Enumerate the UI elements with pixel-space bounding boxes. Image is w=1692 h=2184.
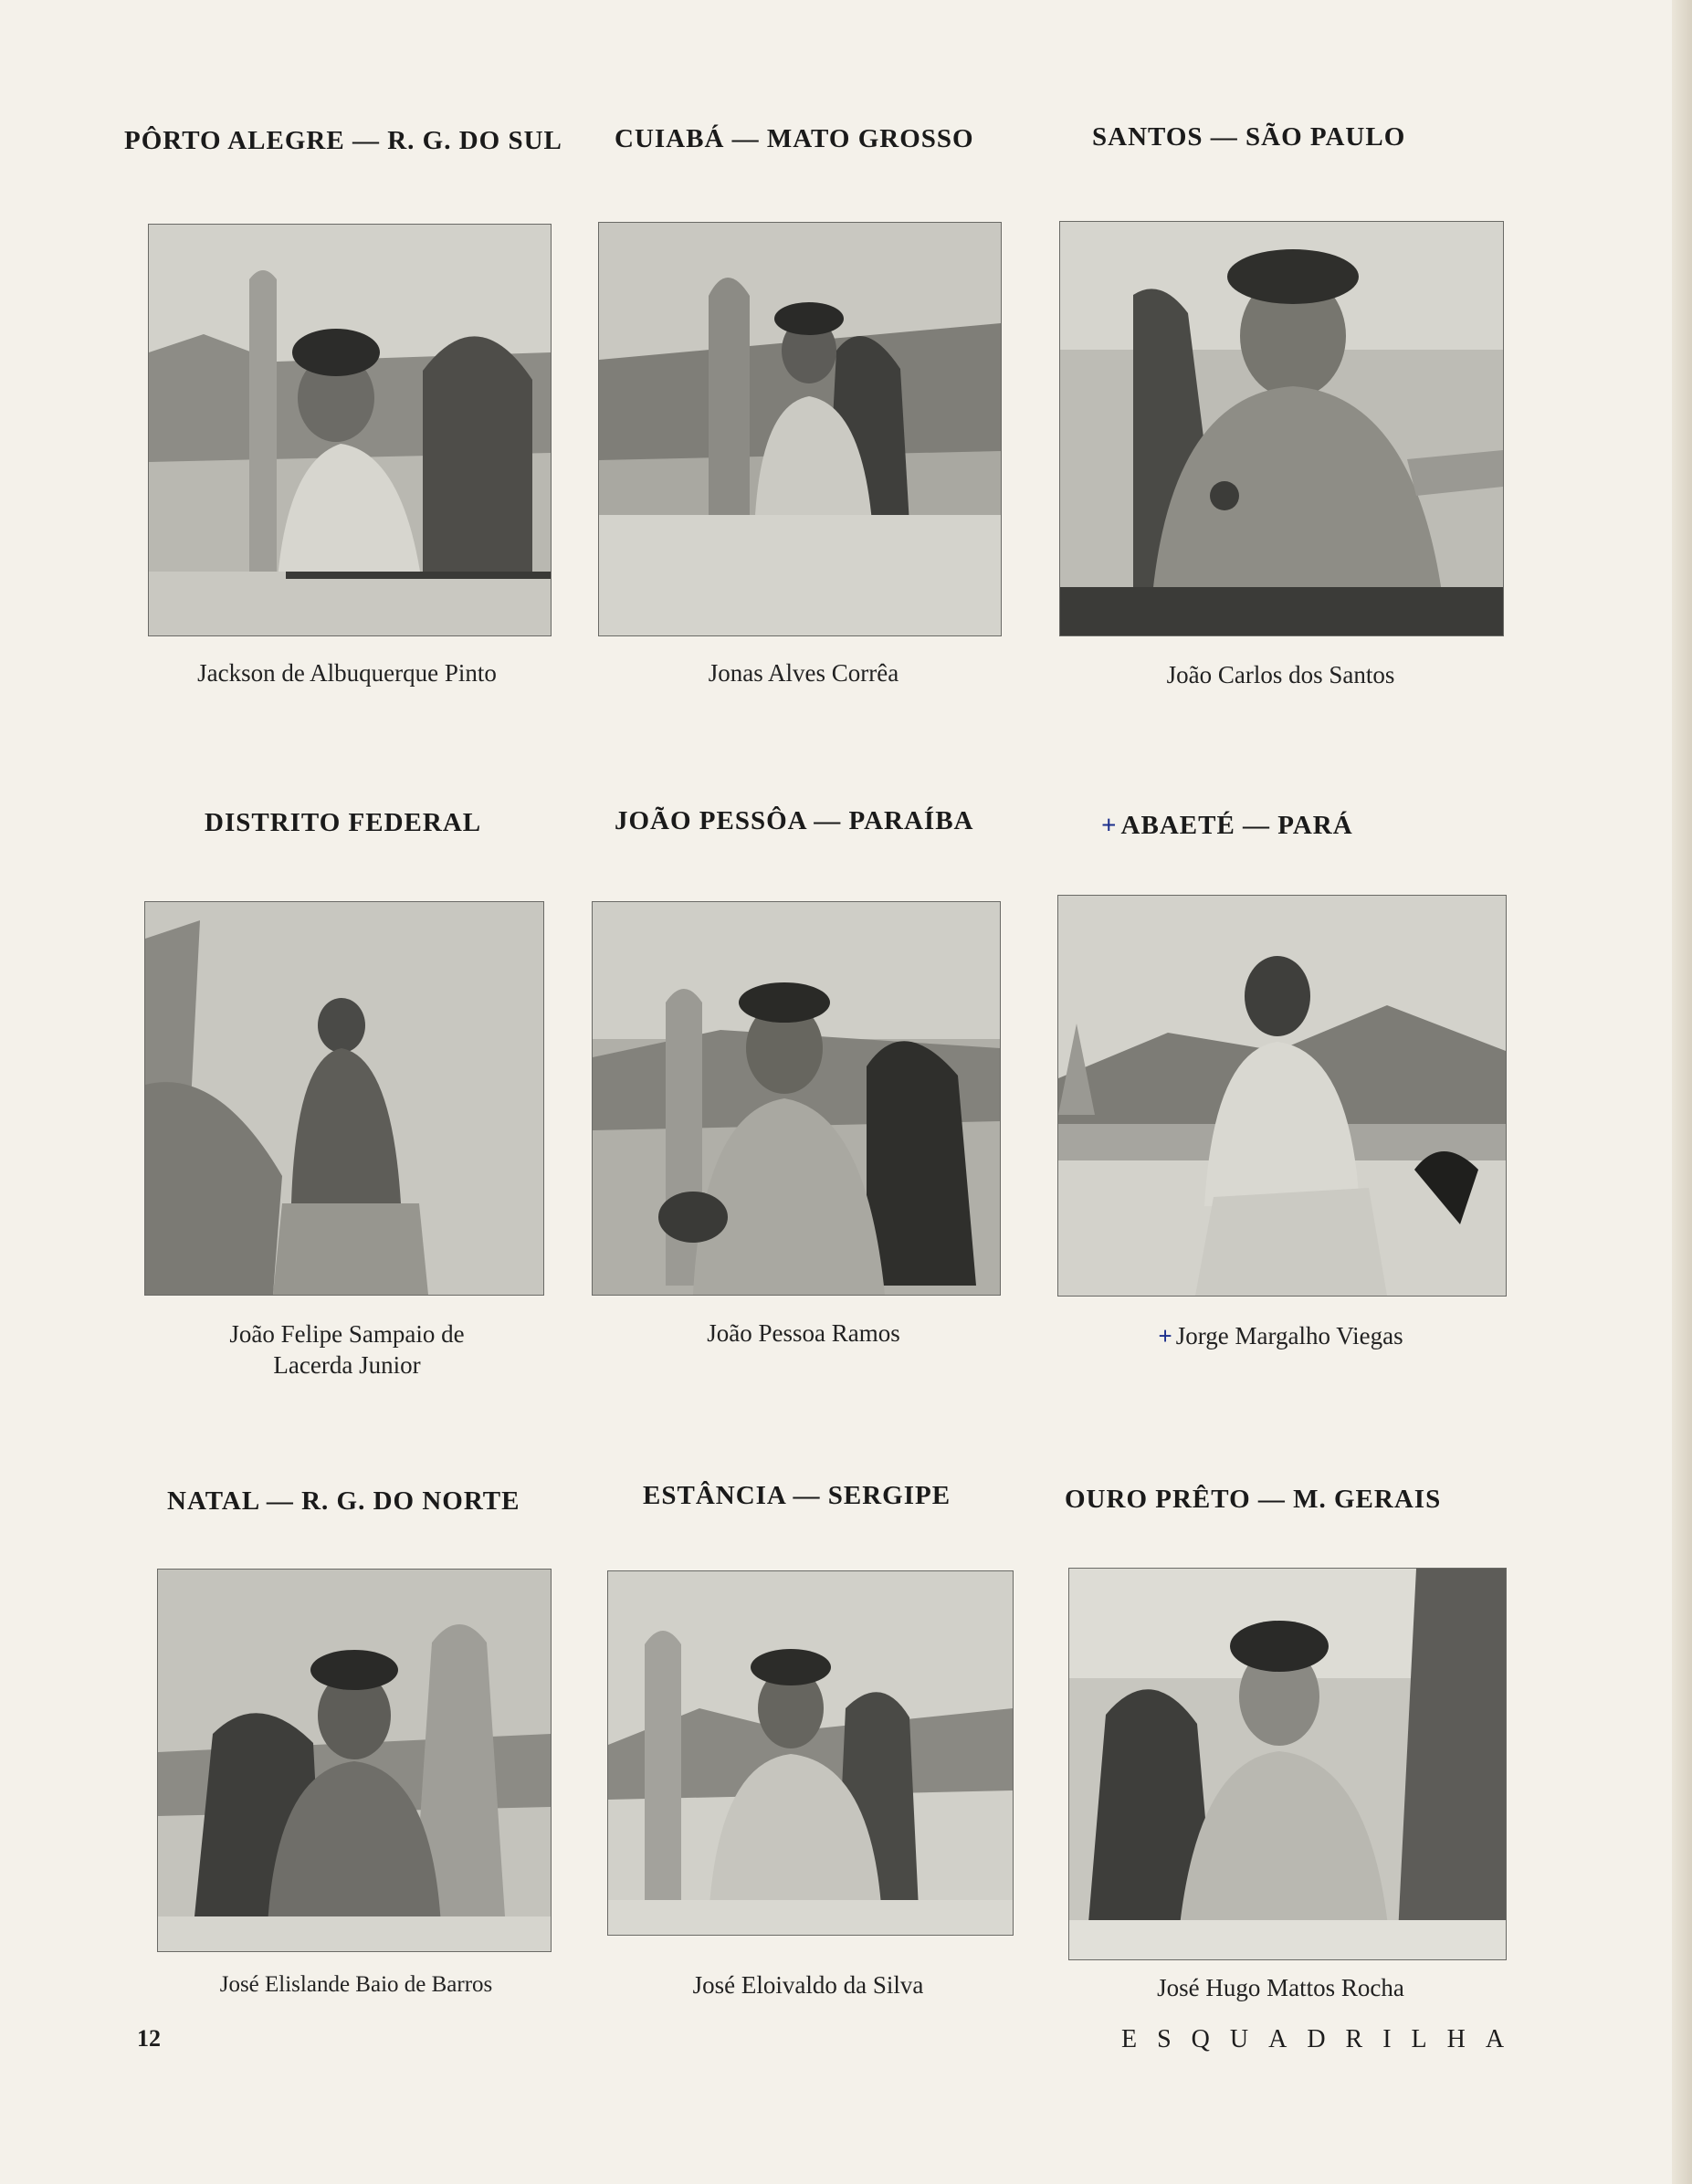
- heading-cuiaba: CUIABÁ — MATO GROSSO: [615, 124, 974, 153]
- caption-jose-hugo: José Hugo Mattos Rocha: [1157, 1974, 1404, 2001]
- caption-jackson: Jackson de Albuquerque Pinto: [197, 659, 497, 687]
- heading-ouro-preto: OURO PRÊTO — M. GERAIS: [1065, 1485, 1442, 1514]
- heading-natal: NATAL — R. G. DO NORTE: [167, 1486, 520, 1516]
- photo-jose-elislande-pilot: [157, 1569, 552, 1952]
- photo-jorge-pilot: [1057, 895, 1507, 1297]
- photo-joao-felipe-pilot: [144, 901, 544, 1296]
- photo-jonas-pilot: [598, 222, 1002, 636]
- heading-santos: SANTOS — SÃO PAULO: [1092, 122, 1406, 152]
- photo-jackson-pilot: [148, 224, 552, 636]
- caption-jose-eloivaldo: José Eloivaldo da Silva: [692, 1971, 924, 1999]
- deceased-cross-icon: +: [1101, 811, 1118, 840]
- heading-estancia: ESTÂNCIA — SERGIPE: [643, 1481, 951, 1510]
- page-edge: [1672, 0, 1692, 2184]
- caption-jose-elislande: José Elislande Baio de Barros: [219, 1972, 493, 1997]
- heading-joao-pessoa: JOÃO PESSÔA — PARAÍBA: [615, 806, 974, 835]
- heading-abaete: [1101, 811, 1353, 841]
- caption-joao-carlos: João Carlos dos Santos: [1166, 661, 1395, 688]
- heading-porto-alegre: PÔRTO ALEGRE — R. G. DO SUL: [124, 126, 562, 155]
- photo-joao-pessoa-pilot: [592, 901, 1001, 1296]
- heading-abaete-text: ABAETÉ — PARÁ: [1120, 811, 1353, 840]
- photo-jose-hugo-pilot: [1068, 1568, 1507, 1960]
- caption-joao-pessoa: João Pessoa Ramos: [707, 1319, 900, 1347]
- caption-jonas: Jonas Alves Corrêa: [708, 659, 899, 687]
- caption-jorge: [1059, 1320, 1502, 1351]
- photo-joao-carlos-pilot: [1059, 221, 1504, 636]
- caption-jorge-text: Jorge Margalho Viegas: [1175, 1322, 1403, 1349]
- photo-jose-eloivaldo-pilot: [607, 1570, 1014, 1936]
- caption-joao-felipe: [128, 1318, 566, 1381]
- heading-distrito-federal: DISTRITO FEDERAL: [205, 808, 482, 837]
- magazine-name: ESQUADRILHA: [1121, 2025, 1525, 2053]
- deceased-cross-icon: +: [1158, 1322, 1172, 1349]
- caption-joao-felipe-line2: Lacerda Junior: [273, 1351, 421, 1379]
- caption-joao-felipe-line1: João Felipe Sampaio de: [229, 1320, 465, 1348]
- page-number: 12: [137, 2025, 161, 2052]
